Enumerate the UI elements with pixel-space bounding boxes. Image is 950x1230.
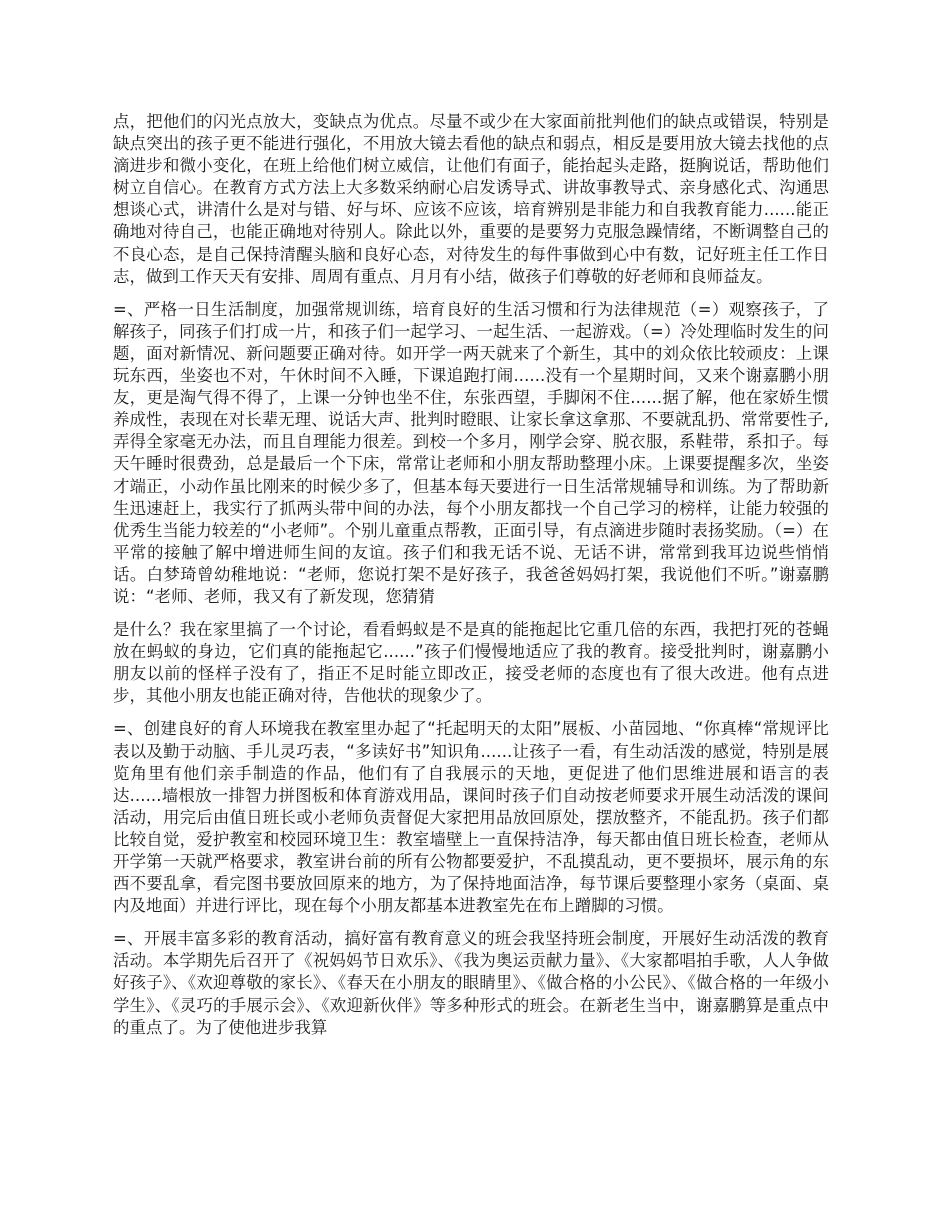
- paragraph-1: 点，把他们的闪光点放大，变缺点为优点。尽量不或少在大家面前批判他们的缺点或错误，特别是缺点突出的孩子更不能进行强化，不用放大镜去看他的缺点和弱点，相反是要用放大镜去找他的点滴进步和微小变化，在班上给他们树立威信，让他们有面子，能抬起头走路，挺胸说话，帮助他们树立自信心。在教育方式方法上大多数采纳耐心启发诱导式、讲故事教导式、亲身感化式、沟通思想谈心式，讲清什么是对与错、好与坏、应该不应该，培育辨别是非能力和自我教育能力......能正确地对待自己，也能正确地对待别人。除此以外，重要的是要努力克服急躁情绪，不断调整自己的不良心态，是自己保持清醒头脑和良好心态，对待发生的每件事做到心中有数，记好班主任工作日志，做到工作天天有安排、周周有重点、月月有小结，做孩子们尊敬的好老师和良师益友。: [113, 112, 829, 286]
- document-body: [113, 111, 829, 1050]
- paragraph-5: =、开展丰富多彩的教育活动，搞好富有教育意义的班会我坚持班会制度，开展好生动活泼的教育活动。本学期先后召开了《祝妈妈节日欢乐》、《我为奥运贡献力量》、《大家都唱拍手歌，人人争做好孩子》、《欢迎尊敬的家长》、《春天在小朋友的眼睛里》、《做合格的小公民》、《做合格的一年级小学生》、《灵巧的手展示会》、《欢迎新伙伴》等多种形式的班会。在新老生当中，谢嘉鹏算是重点中的重点了。为了使他进步我算: [113, 929, 829, 1037]
- paragraph-3: 是什么？我在家里搞了一个讨论，看看蚂蚁是不是真的能拖起比它重几倍的东西，我把打死的苍蝇放在蚂蚁的身边，它们真的能拖起它......”孩子们慢慢地适应了我的教育。接受批判时，谢嘉鹏小朋友以前的怪样子没有了，指正不足时能立即改正，接受老师的态度也有了很大改进。他有点进步，其他小朋友也能正确对待，告他状的现象少了。: [113, 620, 829, 706]
- paragraph-4: =、创建良好的育人环境我在教室里办起了“托起明天的太阳”展板、小苗园地、“你真棒“常规评比表以及勤于动脑、手儿灵巧表，“多读好书”知识角......让孩子一看，有生动活泼的感觉，特别是展览角里有他们亲手制造的作品，他们有了自我展示的天地，更促进了他们思维进展和语言的表达......墙根放一排智力拼图板和体育游戏用品，课间时孩子们自动按老师要求开展生动活泼的课间活动，用完后由值日班长或小老师负责督促大家把用品放回原处，摆放整齐，不能乱扔。孩子们都比较自觉，爱护教室和校园环境卫生：教室墙壁上一直保持洁净，每天都由值日班长检查，老师从开学第一天就严格要求，教室讲台前的所有公物都要爱护，不乱摸乱动，更不要损坏，展示角的东西不要乱拿，看完图书要放回原来的地方，为了保持地面洁净，每节课后要整理小家务（桌面、桌内及地面）并进行评比，现在每个小朋友都基本进教室先在布上蹭脚的习惯。: [113, 719, 829, 916]
- paragraph-2: =、严格一日生活制度，加强常规训练，培育良好的生活习惯和行为法律规范（=）观察孩子，了解孩子，同孩子们打成一片，和孩子们一起学习、一起生活、一起游戏。（=）冷处理临时发生的问题，面对新情况、新问题要正确对待。如开学一两天就来了个新生，其中的刘众依比较顽皮：上课玩东西，坐姿也不对，午休时间不入睡，下课追跑打闹......没有一个星期时间，又来个谢嘉鹏小朋友，更是淘气得不得了，上课一分钟也坐不住，东张西望，手脚闲不住......据了解，他在家娇生惯养成性，表现在对长辈无理、说话大声、批判时瞪眼、让家长拿这拿那、不要就乱扔、常常要性子,弄得全家毫无办法，而且自理能力很差。到校一个多月，刚学会穿、脱衣服，系鞋带，系扣子。每天午睡时很费劲，总是最后一个下床，常常让老师和小朋友帮助整理小床。上课要提醒多次，坐姿才端正，小动作虽比刚来的时候少多了，但基本每天要进行一日生活常规辅导和训练。为了帮助新生迅速赶上，我实行了抓两头带中间的办法，每个小朋友都找一个自己学习的榜样，让能力较强的优秀生当能力较差的“小老师”。个别儿童重点帮教，正面引导，有点滴进步随时表扬奖励。（=）在平常的接触了解中增进师生间的友谊。孩子们和我无话不说、无话不讲，常常到我耳边说些悄悄话。白梦琦曾幼稚地说：“老师，您说打架不是好孩子，我爸爸妈妈打架，我说他们不听。”谢嘉鹏说：“老师、老师，我又有了新发现，您猜猜: [113, 299, 829, 606]
